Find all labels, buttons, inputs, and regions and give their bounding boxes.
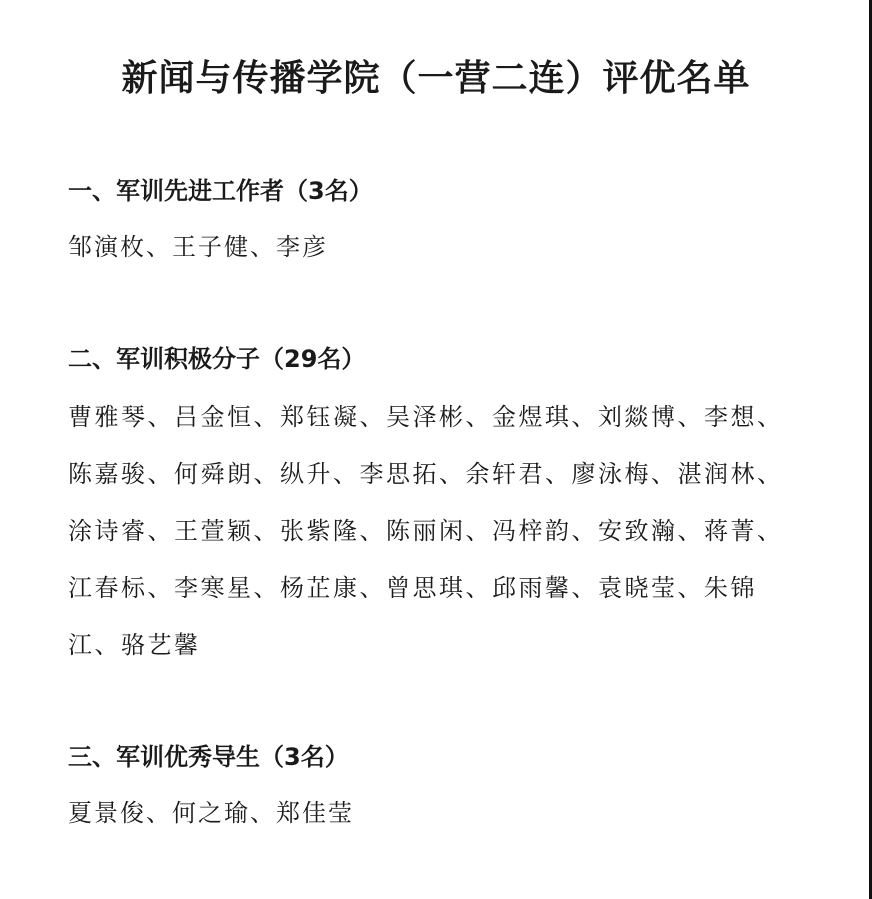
names-active-members-line: 江、骆艺馨: [68, 631, 201, 659]
section-heading-outstanding-mentors: 三、军训优秀导生（3名）: [68, 743, 349, 771]
document-title: 新闻与传播学院（一营二连）评优名单: [121, 58, 751, 99]
section-heading-active-members: 二、军训积极分子（29名）: [68, 345, 366, 373]
section-heading-advanced-workers: 一、军训先进工作者（3名）: [68, 177, 373, 205]
names-active-members-line: 曹雅琴、吕金恒、郑钰凝、吴泽彬、金煜琪、刘燚博、李想、: [68, 403, 784, 431]
names-outstanding-mentors: 夏景俊、何之瑜、郑佳莹: [68, 799, 354, 827]
names-active-members-line: 陈嘉骏、何舜朗、纵升、李思拓、余轩君、廖泳梅、湛润林、: [68, 460, 784, 488]
names-active-members-line: 涂诗睿、王萱颖、张紫隆、陈丽闲、冯梓韵、安致瀚、蒋菁、: [68, 517, 784, 545]
names-active-members-line: 江春标、李寒星、杨芷康、曾思琪、邱雨馨、袁晓莹、朱锦: [68, 574, 757, 602]
names-advanced-workers: 邹演枚、王子健、李彦: [68, 233, 328, 261]
